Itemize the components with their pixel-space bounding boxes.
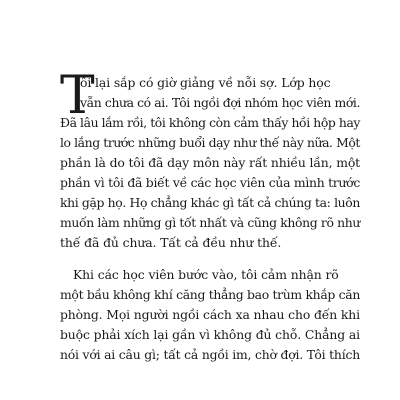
text-line: ôi lại sắp có giờ giảng về nỗi sợ. Lớp học: [80, 75, 331, 90]
body-text: [60, 66, 360, 365]
paragraph-spacer: [60, 253, 360, 265]
text-line: phòng. Mọi người ngồi cách xa nhau cho đến khi: [60, 307, 360, 322]
text-line: phần vì tôi đã biết về các học viên của mình trước: [60, 175, 360, 190]
text-line: Đã lâu lắm rồi, tôi không còn cảm thấy hồi hộp hay: [60, 115, 360, 130]
text-line: Khi các học viên bước vào, tôi cảm nhận rõ: [73, 267, 339, 282]
text-line: vẫn chưa có ai. Tôi ngồi đợi nhóm học viên mới.: [80, 95, 360, 110]
drop-cap: T: [60, 66, 95, 126]
text-line: thế đã đủ chưa. Tất cả đều như thế.: [60, 235, 282, 250]
text-line: nói với ai câu gì; tất cả ngồi im, chờ đợi. Tôi thích: [60, 347, 360, 362]
text-line: phần là do tôi đã dạy môn này rất nhiều lần, một: [60, 155, 360, 170]
text-line: khi gặp họ. Họ chẳng khác gì tất cả chúng ta: luôn: [60, 195, 360, 210]
text-line: một bầu không khí căng thẳng bao trùm khắp căn: [60, 287, 360, 302]
paragraph-2: [60, 265, 360, 365]
text-line: buộc phải xích lại gần vì không đủ chỗ. Chẳng ai: [60, 327, 360, 342]
text-line: lo lắng trước những buổi dạy như thế này nữa. Một: [60, 135, 360, 150]
text-line: muốn làm những gì tốt nhất và cũng không rõ như: [60, 215, 360, 230]
paragraph-1: [60, 66, 360, 253]
